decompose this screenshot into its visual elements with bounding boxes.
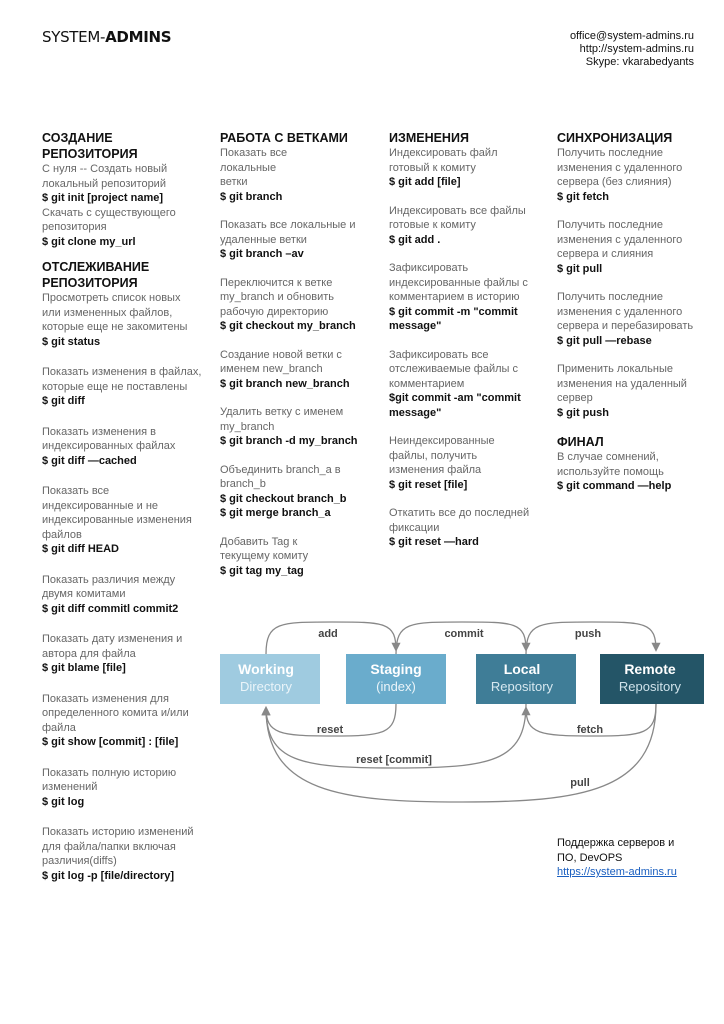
- box-remote-repository: [600, 654, 704, 704]
- item-description: Удалить ветку с именем my_branch: [220, 406, 344, 433]
- item-command: $ git branch new_branch: [220, 377, 350, 390]
- sync-item: [557, 218, 717, 276]
- contact-site: http://system-admins.ru: [579, 43, 694, 55]
- branch-item: [220, 463, 380, 521]
- sync-item: [557, 290, 717, 348]
- item-description: Показать изменения для определенного комита и/или файла: [42, 692, 189, 734]
- box-title: Working: [238, 661, 294, 677]
- heading-final: ФИНАЛ: [557, 435, 604, 449]
- label-commit: commit: [444, 628, 484, 640]
- support-text: Поддержка серверов и ПО, DevOPS: [557, 837, 675, 864]
- item-command: $ git tag my_tag: [220, 564, 304, 577]
- item-command: $ git commit -m "commit message": [389, 305, 518, 332]
- item-command: $ git add [file]: [389, 176, 461, 188]
- item-command: $ git diff HEAD: [42, 543, 119, 555]
- column-sync: [557, 130, 717, 494]
- item-command: $ git checkout my_branch: [220, 320, 356, 332]
- contact-email: office@system-admins.ru: [569, 30, 694, 42]
- box-staging-index: [346, 654, 446, 704]
- create-item: [42, 206, 202, 250]
- logo-part-2: ADMINS: [105, 28, 172, 46]
- branch-item: [220, 535, 380, 579]
- branch-item: [220, 348, 380, 392]
- item-description: Получить последние изменения с удаленного сервера и слияния: [557, 219, 683, 260]
- item-command: $ git blame [file]: [42, 662, 126, 674]
- item-description: Неиндексированные файлы, получить изменения файла: [389, 435, 495, 476]
- label-fetch: fetch: [576, 724, 604, 736]
- item-command: $ git clone my_url: [42, 235, 136, 248]
- box-local-repository: [476, 654, 576, 704]
- item-description: Добавить Tag к текущему комиту: [220, 535, 309, 562]
- final-command: $ git command —help: [557, 480, 672, 492]
- branch-item: [220, 276, 380, 334]
- box-subtitle: Directory: [239, 679, 293, 694]
- box-working-directory: [220, 654, 320, 704]
- box-subtitle: Repository: [490, 679, 554, 694]
- logo: [42, 28, 171, 46]
- item-description: Откатить все до последней фиксации: [389, 507, 530, 534]
- item-command: $ git push: [557, 406, 609, 419]
- item-command: $ git reset [file]: [389, 478, 468, 491]
- track-item: [42, 291, 202, 349]
- heading-changes: ИЗМЕНЕНИЯ: [389, 131, 469, 145]
- item-command: $ git diff —cached: [42, 454, 137, 467]
- branch-item: [220, 218, 380, 262]
- item-description: Показать изменения в индексированных файлах: [42, 425, 176, 452]
- item-command: $ git checkout branch_b: [220, 492, 347, 505]
- track-item: [42, 484, 202, 557]
- item-description: Скачать с существующего репозитория: [42, 206, 176, 233]
- column-create-track: [42, 130, 202, 883]
- item-command: $ git merge branch_a: [220, 507, 331, 519]
- support-link[interactable]: https://system-admins.ru: [557, 866, 677, 878]
- item-command: $ git pull —rebase: [557, 334, 652, 347]
- column-branches: [220, 130, 380, 578]
- label-reset: reset: [316, 724, 344, 736]
- item-command: $ git log: [42, 795, 85, 808]
- item-command: $ git branch -d my_branch: [220, 435, 358, 447]
- item-command: $ git fetch: [557, 190, 609, 203]
- item-description: Показать все локальные и удаленные ветки: [220, 219, 356, 246]
- item-description: Индексировать файл готовый к комиту: [389, 147, 498, 174]
- item-description: Показать историю изменений для файла/папки включая различия(diffs): [42, 826, 194, 867]
- heading-create-repo: СОЗДАНИЕ РЕПОЗИТОРИЯ: [42, 131, 138, 161]
- track-item: [42, 692, 202, 750]
- column-changes: [389, 130, 549, 550]
- change-item: [389, 204, 549, 248]
- branch-item: [220, 146, 380, 204]
- item-description: Объединить branch_a в branch_b: [220, 463, 341, 490]
- track-item: [42, 632, 202, 676]
- track-item: [42, 425, 202, 469]
- support-block: [557, 836, 717, 880]
- box-title: Staging: [370, 661, 422, 677]
- item-description: Применить локальные изменения на удаленный сервер: [557, 363, 687, 404]
- change-item: [389, 146, 549, 190]
- item-description: Просмотреть список новых или измененных файлов, которые еще не закомитены: [42, 292, 188, 333]
- logo-part-1: SYSTEM-: [42, 28, 106, 46]
- item-command: $ git reset —hard: [389, 536, 479, 548]
- item-description: Показать полную историю изменений: [42, 766, 177, 793]
- heading-branches: РАБОТА С ВЕТКАМИ: [220, 131, 348, 145]
- item-command: $ git branch: [220, 190, 283, 203]
- box-title: Local: [503, 661, 541, 677]
- item-description: Показать все индексированные и не индексированные изменения файлов: [42, 485, 192, 541]
- sync-item: [557, 362, 717, 420]
- change-item: [389, 506, 549, 550]
- item-description: Индексировать все файлы готовые к комиту: [389, 204, 526, 231]
- item-description: Зафиксировать все отслеживаемые файлы с комментарием: [389, 348, 518, 390]
- item-command: $ git diff commitl commit2: [42, 602, 179, 615]
- label-add: add: [318, 628, 338, 640]
- item-command: $ git add .: [389, 233, 441, 246]
- item-description: С нуля -- Создать новый локальный репозиторий: [42, 163, 168, 190]
- box-subtitle: Repository: [618, 679, 682, 694]
- change-item: [389, 261, 549, 334]
- item-description: Показать дату изменения и автора для файла: [42, 633, 183, 660]
- git-workflow-diagram: [200, 612, 720, 822]
- track-item: [42, 573, 202, 617]
- item-command: $ git branch –av: [220, 248, 304, 260]
- arrow-pull: [266, 704, 656, 802]
- contact-skype: Skype: vkarabedyants: [585, 56, 694, 68]
- heading-sync: СИНХРОНИЗАЦИЯ: [557, 131, 673, 145]
- box-title: Remote: [624, 661, 676, 677]
- item-command: $ git pull: [557, 262, 603, 275]
- item-description: Получить последние изменения с удаленного сервера и перебазировать: [557, 291, 694, 332]
- track-item: [42, 825, 202, 883]
- create-item: [42, 162, 202, 206]
- track-item: [42, 766, 202, 810]
- label-push: push: [574, 628, 602, 640]
- item-description: Показать различия между двумя комитами: [42, 573, 176, 600]
- item-description: Получить последние изменения с удаленного сервера (без слияния): [557, 147, 683, 188]
- item-description: Создание новой ветки с именем new_branch: [220, 348, 342, 375]
- label-pull: pull: [570, 777, 590, 789]
- item-description: Показать все локальные ветки: [220, 147, 288, 188]
- item-description: Показать изменения в файлах, которые еще не поставлены: [42, 366, 202, 393]
- change-item: [389, 434, 549, 492]
- item-command: $ git init [project name]: [42, 192, 164, 204]
- branch-item: [220, 405, 380, 449]
- item-command: $ git status: [42, 335, 101, 348]
- item-command: $ git show [commit] : [file]: [42, 736, 179, 748]
- box-subtitle: (index): [376, 679, 416, 694]
- label-reset-commit: reset [commit]: [356, 754, 432, 766]
- item-command: $ git log -p [file/directory]: [42, 869, 175, 882]
- final-description: В случае сомнений, используйте помощь: [557, 451, 664, 478]
- contacts: [570, 30, 694, 69]
- item-description: Переключится к ветке my_branch и обновить рабочую директорию: [220, 276, 335, 318]
- heading-track-repo: ОТСЛЕЖИВАНИЕ РЕПОЗИТОРИЯ: [42, 260, 150, 290]
- item-command: $ git diff: [42, 395, 85, 407]
- sync-item: [557, 146, 717, 204]
- item-description: Зафиксировать индексированные файлы с комментарием в историю: [389, 262, 528, 303]
- change-item: [389, 348, 549, 421]
- track-item: [42, 365, 202, 409]
- item-command: $git commit -am "commit message": [389, 392, 521, 419]
